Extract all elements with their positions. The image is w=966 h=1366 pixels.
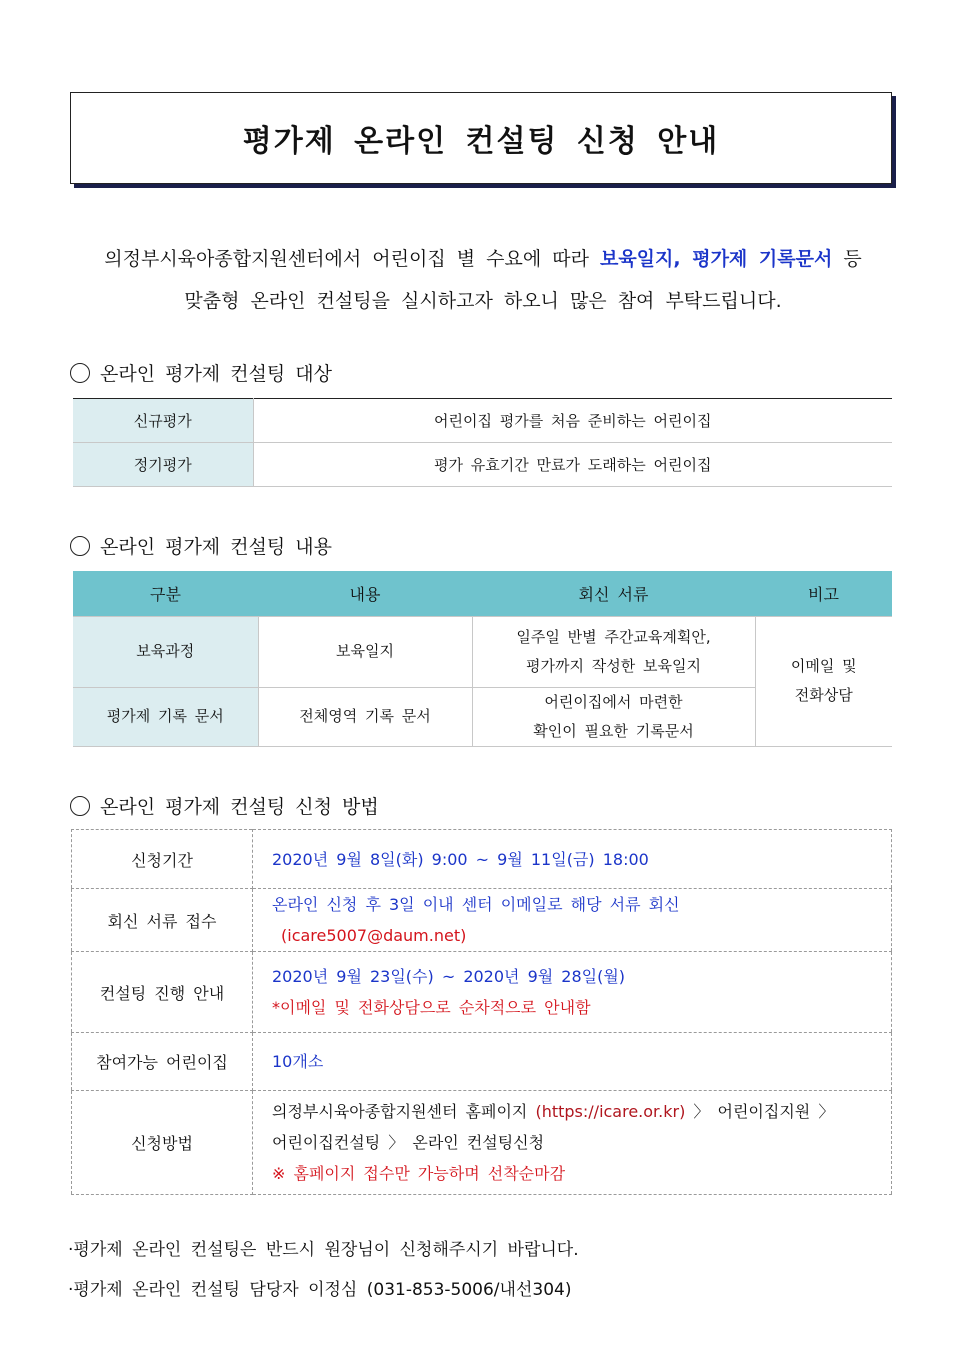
docs-line: 평가까지 작성한 보육일지 <box>526 656 701 675</box>
section-heading-text: 온라인 평가제 컨설팅 신청 방법 <box>100 796 379 818</box>
table-row <box>72 830 892 889</box>
circle-bullet-icon <box>70 363 90 383</box>
footer-note: ‧평가제 온라인 컨설팅 담당자 이정심 (031-853-5006/내선304) <box>68 1280 572 1300</box>
table-row <box>73 443 892 487</box>
table-row <box>72 1091 892 1195</box>
reply-line: 온라인 신청 후 3일 이내 센터 이메일로 해당 서류 회신 <box>272 895 680 914</box>
method-table <box>71 829 892 1195</box>
row-value: 평가 유효기간 만료가 도래하는 어린이집 <box>253 443 892 487</box>
row-label: 회신 서류 접수 <box>72 889 253 952</box>
progress-value <box>253 952 892 1033</box>
table-header-row <box>73 571 892 616</box>
target-table <box>73 398 892 487</box>
row-label: 신청기간 <box>72 830 253 889</box>
email-address: (icare5007@daum.net) <box>281 926 467 945</box>
method-text: 〉 어린이집지원 〉 <box>685 1102 835 1121</box>
row-label: 참여가능 어린이집 <box>72 1033 253 1091</box>
row-content: 전체영역 기록 문서 <box>258 687 472 746</box>
row-label: 컨설팅 진행 안내 <box>72 952 253 1033</box>
row-label: 신규평가 <box>73 399 253 443</box>
intro-text: 의정부시육아종합지원센터에서 어린이집 별 수요에 따라 <box>104 248 600 270</box>
note-line: 전화상담 <box>794 686 853 704</box>
method-line: 어린이집컨설팅 〉 온라인 컨설팅신청 <box>272 1133 545 1152</box>
row-docs <box>472 616 755 687</box>
section-heading-content <box>70 532 332 559</box>
row-label: 보육과정 <box>73 616 258 687</box>
progress-note: *이메일 및 전화상담으로 순차적으로 안내함 <box>272 998 591 1017</box>
column-header: 비고 <box>755 571 892 616</box>
method-line <box>272 1096 891 1127</box>
content-table <box>73 571 892 747</box>
section-heading-method <box>70 792 379 819</box>
table-row <box>72 952 892 1033</box>
intro-paragraph <box>60 238 906 322</box>
row-note <box>755 616 892 746</box>
intro-line-2: 맞춤형 온라인 컨설팅을 실시하고자 하오니 많은 참여 부탁드립니다. <box>184 290 782 312</box>
table-row <box>73 616 892 687</box>
intro-highlight: 보육일지, 평가제 기록문서 <box>599 248 833 270</box>
circle-bullet-icon <box>70 536 90 556</box>
section-heading-target <box>70 359 332 386</box>
footer-note: ‧평가제 온라인 컨설팅은 반드시 원장님이 신청해주시기 바랍니다. <box>68 1240 579 1260</box>
column-header: 회신 서류 <box>472 571 755 616</box>
intro-line-1 <box>60 238 906 280</box>
homepage-link[interactable]: (https://icare.or.kr) <box>535 1102 686 1121</box>
docs-line: 일주일 반별 주간교육계획안, <box>516 627 711 646</box>
method-text: 의정부시육아종합지원센터 홈페이지 <box>272 1102 536 1121</box>
row-label: 신청방법 <box>72 1091 253 1195</box>
page-title: 평가제 온라인 컨설팅 신청 안내 <box>242 124 720 159</box>
circle-bullet-icon <box>70 796 90 816</box>
row-content: 보육일지 <box>258 616 472 687</box>
intro-text-end: 등 <box>832 248 862 270</box>
docs-line: 어린이집에서 마련한 <box>544 692 683 711</box>
period-value: 2020년 9월 8일(화) 9:00 ~ 9월 11일(금) 18:00 <box>253 830 892 889</box>
title-box <box>70 92 892 184</box>
table-row <box>73 399 892 443</box>
reply-value <box>253 889 892 952</box>
progress-dates: 2020년 9월 23일(수) ~ 2020년 9월 28일(월) <box>272 967 626 986</box>
table-row <box>72 1033 892 1091</box>
row-value: 어린이집 평가를 처음 준비하는 어린이집 <box>253 399 892 443</box>
method-value <box>253 1091 892 1195</box>
docs-line: 확인이 필요한 기록문서 <box>533 721 694 740</box>
section-heading-text: 온라인 평가제 컨설팅 대상 <box>100 363 333 385</box>
table-row <box>72 889 892 952</box>
note-line: 이메일 및 <box>790 657 857 675</box>
column-header: 구분 <box>73 571 258 616</box>
row-label: 평가제 기록 문서 <box>73 687 258 746</box>
column-header: 내용 <box>258 571 472 616</box>
count-value: 10개소 <box>253 1033 892 1091</box>
row-label: 정기평가 <box>73 443 253 487</box>
row-docs <box>472 687 755 746</box>
section-heading-text: 온라인 평가제 컨설팅 내용 <box>100 536 333 558</box>
method-warning: ※ 홈페이지 접수만 가능하며 선착순마감 <box>272 1164 566 1183</box>
